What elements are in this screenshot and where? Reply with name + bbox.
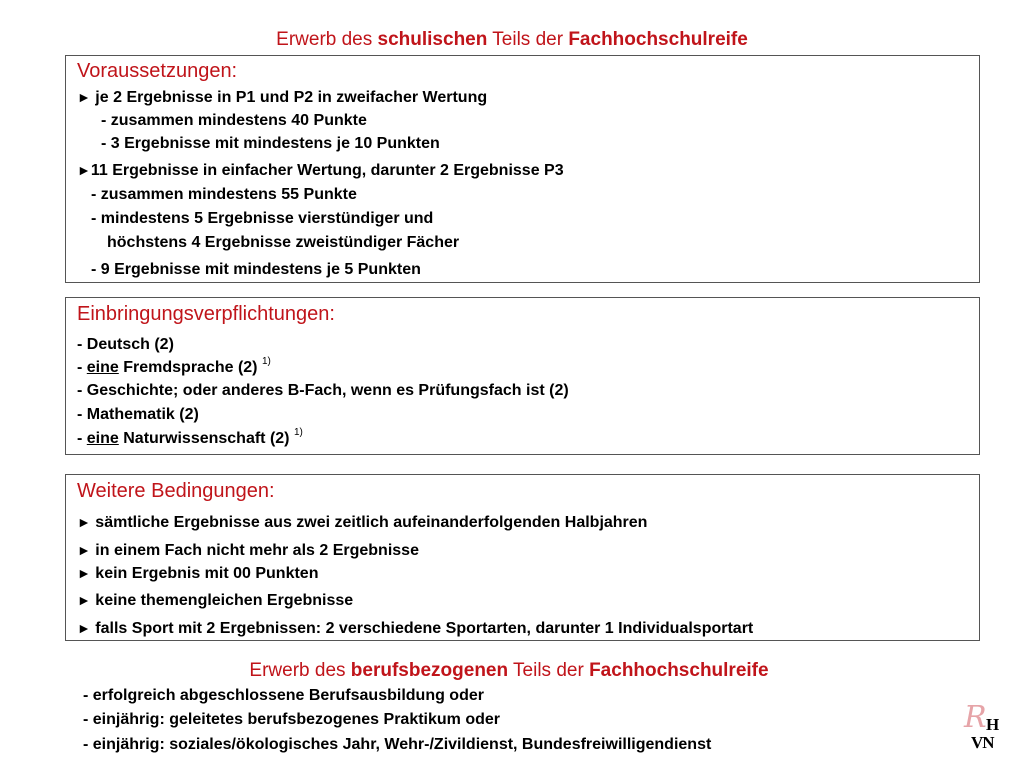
list-item: ► kein Ergebnis mit 00 Punkten <box>77 565 319 582</box>
weitere-bedingungen-heading: Weitere Bedingungen: <box>77 480 275 502</box>
list-item: ► keine themengleichen Ergebnisse <box>77 592 354 609</box>
list-item: - Geschichte; oder anderes B-Fach, wenn es Prüfungsfach ist (2) <box>77 382 569 399</box>
list-item: ► falls Sport mit 2 Ergebnissen: 2 verschiedene Sportarten, darunter 1 Individualsportart <box>77 620 754 637</box>
list-item: - Mathematik (2) <box>77 406 199 423</box>
list-item: - erfolgreich abgeschlossene Berufsausbildung oder <box>83 687 484 704</box>
list-item: - zusammen mindestens 55 Punkte <box>91 186 357 203</box>
list-item: - 3 Ergebnisse mit mindestens je 10 Punkten <box>101 135 440 152</box>
logo-script-letter: R <box>964 700 987 735</box>
list-item: - einjährig: soziales/ökologisches Jahr, Wehr-/Zivildienst, Bundesfreiwilligendienst <box>83 736 712 753</box>
logo-bottom-letters: VN <box>971 733 994 752</box>
list-item: - zusammen mindestens 40 Punkte <box>101 112 367 129</box>
section-title: Erwerb des berufsbezogenen Teils der Fachhochschulreife <box>249 660 769 681</box>
arrow-icon: ► <box>77 592 91 608</box>
list-item: - einjährig: geleitetes berufsbezogenes Praktikum oder <box>83 711 500 728</box>
arrow-icon: ► <box>77 542 91 558</box>
arrow-icon: ► <box>77 89 91 105</box>
arrow-icon: ► <box>77 565 91 581</box>
list-item: - Deutsch (2) <box>77 336 174 353</box>
list-item: - 9 Ergebnisse mit mindestens je 5 Punkten <box>91 261 421 278</box>
footnote-marker: 1) <box>293 427 303 438</box>
page-title: Erwerb des schulischen Teils der Fachhochschulreife <box>276 29 748 50</box>
arrow-icon: ► <box>77 514 91 530</box>
list-item: ►11 Ergebnisse in einfacher Wertung, darunter 2 Ergebnisse P3 <box>77 162 564 179</box>
list-item: ► in einem Fach nicht mehr als 2 Ergebnisse <box>77 542 419 559</box>
list-item: - eine Fremdsprache (2) $^{1)}$ <box>77 356 271 376</box>
voraussetzungen-heading: Voraussetzungen: <box>77 60 238 82</box>
list-item: - mindestens 5 Ergebnisse vierstündiger und <box>91 210 434 227</box>
logo-top-letter: H <box>986 715 1000 734</box>
footnote-marker: 1) <box>261 356 271 367</box>
arrow-icon: ► <box>77 162 91 178</box>
list-item: ► sämtliche Ergebnisse aus zwei zeitlich aufeinanderfolgenden Halbjahren <box>77 514 648 531</box>
einbringung-heading: Einbringungsverpflichtungen: <box>77 303 335 325</box>
list-item: - eine Naturwissenschaft (2) $^{1)}$ <box>77 427 303 447</box>
arrow-icon: ► <box>77 620 91 636</box>
list-item: höchstens 4 Ergebnisse zweistündiger Fächer <box>107 234 460 251</box>
list-item: ► je 2 Ergebnisse in P1 und P2 in zweifacher Wertung <box>77 89 488 106</box>
school-logo <box>958 700 1010 756</box>
